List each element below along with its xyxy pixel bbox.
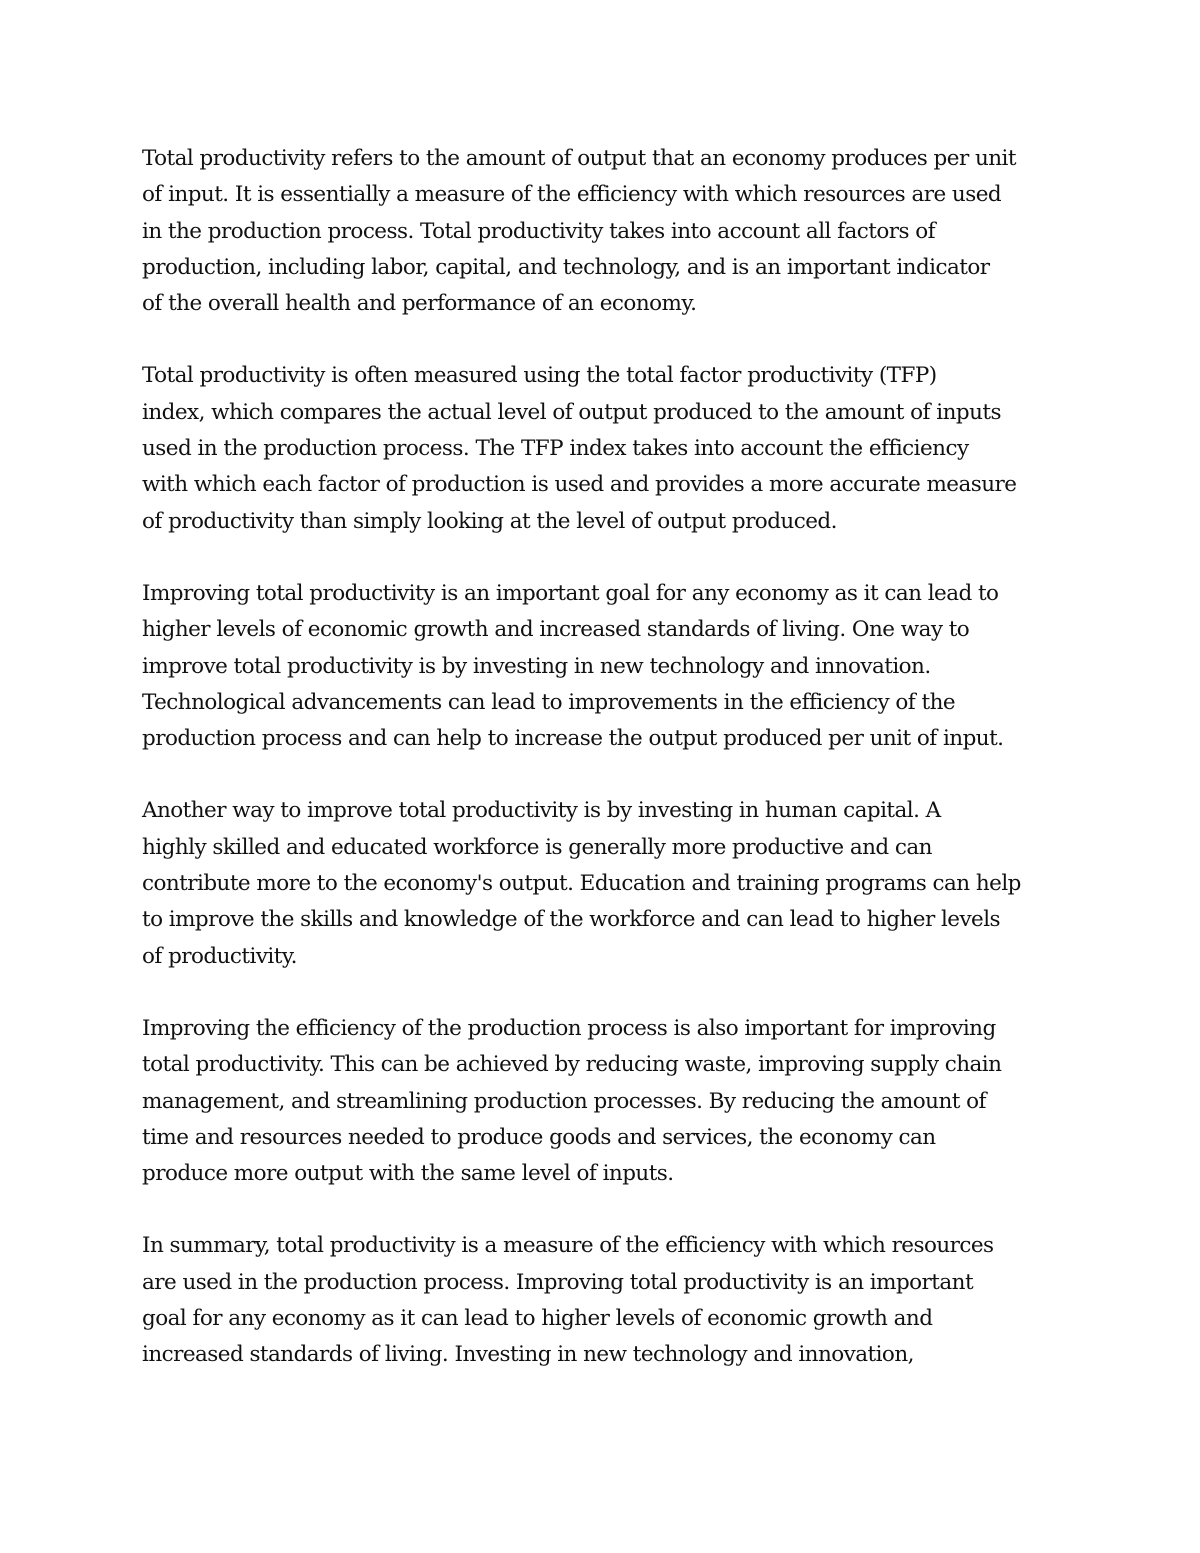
paragraph-4: Another way to improve total productivity is by investing in human capital. A highly skilled and educated workforce is generally more productive and can contribute more to the economy's output. Education and training programs can help to improve the skills and knowledge of the workforce and can lead to higher levels of productivity. xyxy=(142,798,1021,969)
document-body xyxy=(142,141,1067,1410)
paragraph-3: Improving total productivity is an important goal for any economy as it can lead to higher levels of economic growth and increased standards of living. One way to improve total productivity is by investing in new technology and innovation. Technological advancements can lead to improvements in the efficiency of the production process and can help to increase the output produced per unit of input. xyxy=(142,580,1004,752)
paragraph-1: Total productivity refers to the amount of output that an economy produces per unit of input. It is essentially a measure of the efficiency with which resources are used in the production process. Total productivity takes into account all factors of production, including labor, capital, and technology, and is an important indicator of the overall health and performance of an economy. xyxy=(142,146,1016,317)
paragraph-6: In summary, total productivity is a measure of the efficiency with which resources are used in the production process. Improving total productivity is an important goal for any economy as it can lead to higher levels of economic growth and increased standards of living. Investing in new technology and innovation, xyxy=(142,1233,994,1368)
paragraph-5: Improving the efficiency of the production process is also important for improving total productivity. This can be achieved by reducing waste, improving supply chain management, and streamlining production processes. By reducing the amount of time and resources needed to produce goods and services, the economy can produce more output with the same level of inputs. xyxy=(142,1015,1002,1187)
paragraph-2: Total productivity is often measured using the total factor productivity (TFP) index, which compares the actual level of output produced to the amount of inputs used in the production process. The TFP index takes into account the efficiency with which each factor of production is used and provides a more accurate measure of productivity than simply looking at the level of output produced. xyxy=(142,363,1017,534)
